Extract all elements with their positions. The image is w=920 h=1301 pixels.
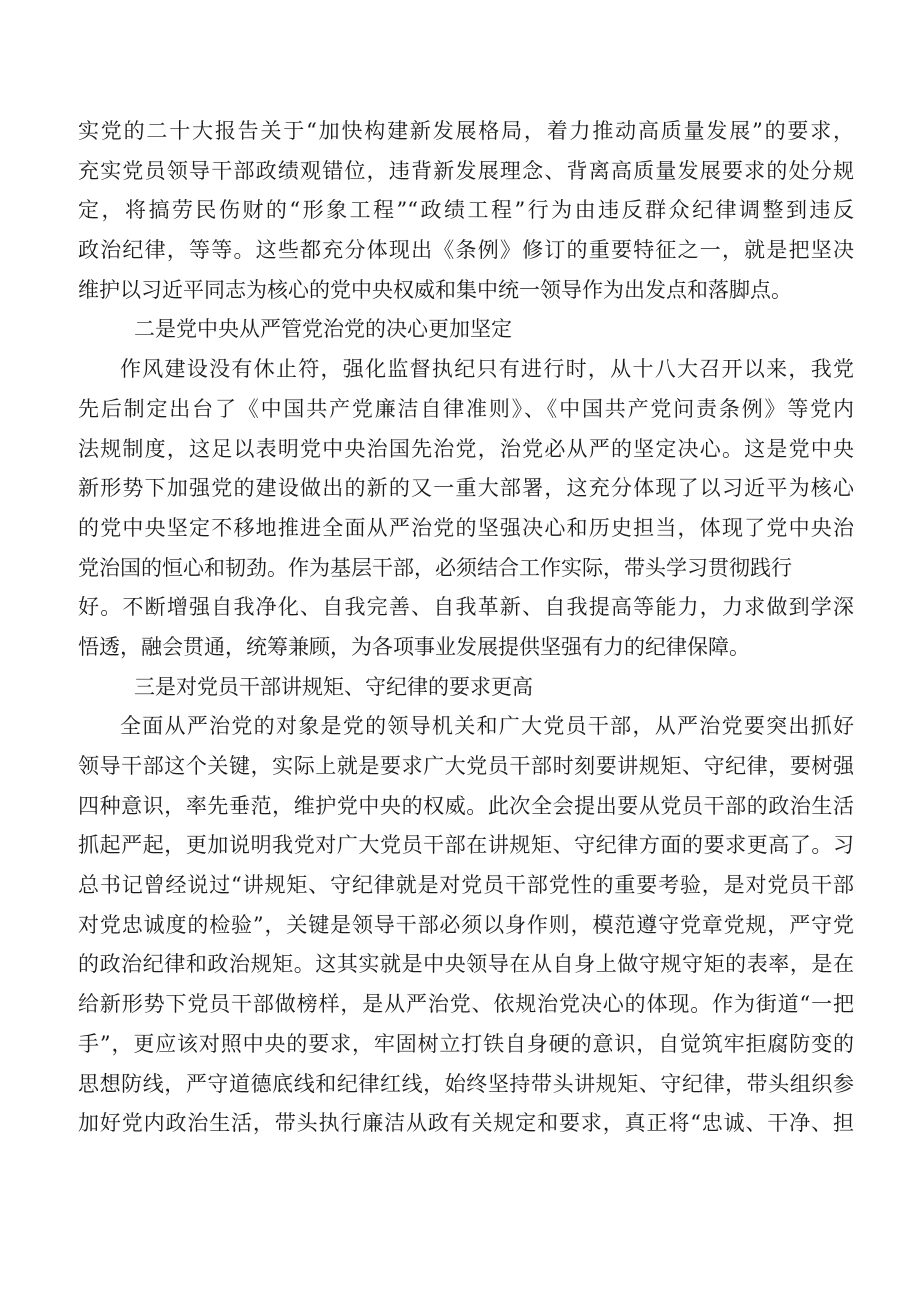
text-line: 加好党内政治生活，带头执行廉洁从政有关规定和要求，真正将“忠诚、干净、担: [78, 1111, 854, 1136]
text-line: 给新形势下党员干部做榜样，是从严治党、依规治党决心的体现。作为街道“一把: [78, 992, 854, 1017]
paragraph: [78, 707, 854, 1144]
text-line: 抓起严起，更加说明我党对广大党员干部在讲规矩、守纪律方面的要求更高了。习: [78, 833, 854, 858]
text-line: 手”，更应该对照中央的要求，牢固树立打铁自身硬的意识，自觉筑牢拒腐防变的: [78, 1031, 854, 1056]
section-heading: [78, 310, 854, 350]
text-line: 悟透，融会贯通，统筹兼顾，为各项事业发展提供坚强有力的纪律保障。: [78, 634, 750, 659]
text-line: 定，将搞劳民伤财的“形象工程”“政绩工程”行为由违反群众纪律调整到违反: [78, 198, 854, 223]
text-line: 四种意识，率先垂范，维护党中央的权威。此次全会提出要从党员干部的政治生活: [78, 793, 854, 818]
text-line: 先后制定出台了《中国共产党廉洁自律准则》、《中国共产党问责条例》等党内: [78, 396, 854, 421]
text-line: 对党忠诚度的检验”，关键是领导干部必须以身作则，模范遵守党章党规，严守党: [78, 912, 854, 937]
text-line: 新形势下加强党的建设做出的新的又一重大部署，这充分体现了以习近平为核心: [78, 476, 854, 501]
text-line: 维护以习近平同志为核心的党中央权威和集中统一领导作为出发点和落脚点。: [78, 277, 792, 302]
text-line: 政治纪律，等等。这些都充分体现出《条例》修订的重要特征之一，就是把坚决: [78, 238, 854, 263]
text-line: 党治国的恒心和韧劲。作为基层干部，必须结合工作实际，带头学习贯彻践行: [78, 555, 792, 580]
text-line: 全面从严治党的对象是党的领导机关和广大党员干部，从严治党要突出抓好: [120, 714, 854, 739]
text-line: 领导干部这个关键，实际上就是要求广大党员干部时刻要讲规矩、守纪律，要树强: [78, 754, 854, 778]
text-line: 作风建设没有休止符，强化监督执纪只有进行时，从十八大召开以来，我党: [120, 357, 854, 382]
heading-text: 三是对党员干部讲规矩、守纪律的要求更高: [134, 674, 533, 699]
text-line: 充实党员领导干部政绩观错位，违背新发展理念、背离高质量发展要求的处分规: [78, 158, 854, 183]
text-line: 思想防线，严守道德底线和纪律红线，始终坚持带头讲规矩、守纪律，带头组织参: [78, 1071, 854, 1096]
text-line: 实党的二十大报告关于“加快构建新发展格局，着力推动高质量发展”的要求，: [78, 119, 854, 143]
text-line: 法规制度，这足以表明党中央治国先治党，治党必从严的坚定决心。这是党中央: [78, 436, 854, 461]
paragraph: [78, 112, 854, 310]
text-line: 的政治纪律和政治规矩。这其实就是中央领导在从自身上做守规守矩的表率，是在: [78, 952, 854, 977]
text-line: 好。不断增强自我净化、自我完善、自我革新、自我提高等能力，力求做到学深: [78, 595, 854, 620]
text-line: 总书记曾经说过“讲规矩、守纪律就是对党员干部党性的重要考验，是对党员干部: [78, 873, 854, 898]
document-body: [78, 112, 854, 1144]
section-heading: [78, 668, 854, 708]
paragraph: [78, 350, 854, 668]
text-line: 的党中央坚定不移地推进全面从严治党的坚强决心和历史担当，体现了党中央治: [78, 515, 854, 540]
heading-text: 二是党中央从严管党治党的决心更加坚定: [134, 317, 512, 342]
